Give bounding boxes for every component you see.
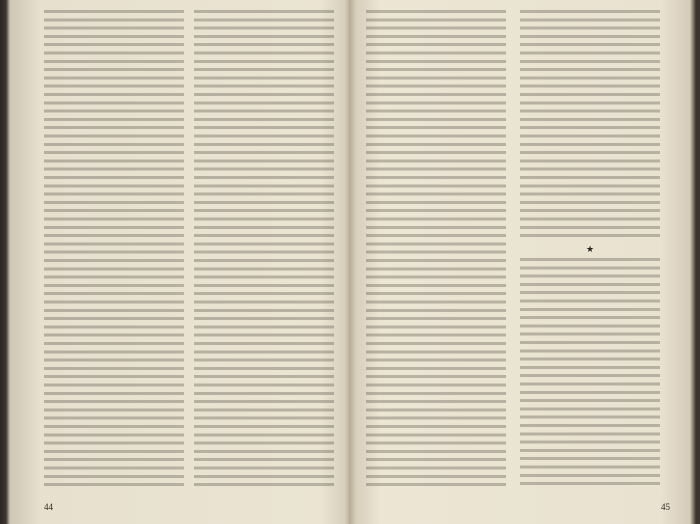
right-page-number: 45 [661, 502, 670, 512]
section-divider-star: ★ [586, 244, 595, 254]
left-page-number: 44 [44, 502, 53, 512]
right-page-column-2-lower [520, 258, 660, 488]
left-page-column-1 [44, 10, 184, 488]
right-page-column-2-upper [520, 10, 660, 242]
left-page [8, 0, 350, 524]
right-page [350, 0, 692, 524]
right-page-column-1 [366, 10, 506, 488]
left-page-column-2 [194, 10, 334, 488]
